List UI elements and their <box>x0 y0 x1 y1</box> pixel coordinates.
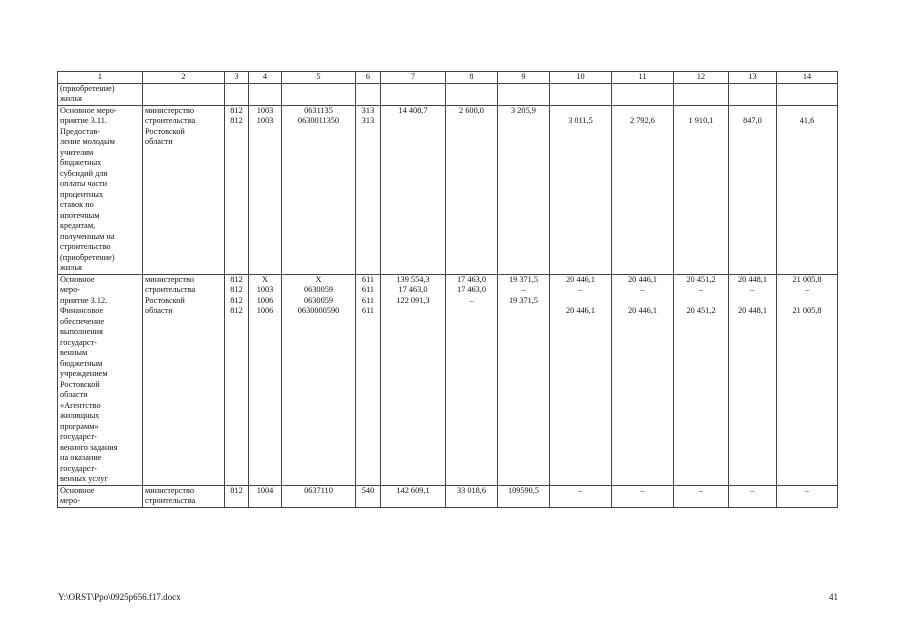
cell-line: 812 <box>230 285 243 294</box>
page-number: 41 <box>829 592 838 602</box>
table-cell <box>777 83 838 105</box>
table-cell <box>674 485 729 507</box>
cell-line: обеспечение <box>60 316 105 326</box>
cell-line: 812 <box>230 295 243 305</box>
header-cell: 8 <box>446 72 498 84</box>
cell-line: приятие 3.11. <box>60 116 107 125</box>
table-cell <box>612 105 674 274</box>
cell-line: 1006 <box>256 306 274 315</box>
cell-line: 142 609,1 <box>396 485 430 495</box>
cell-line: процентных <box>60 189 104 199</box>
table-cell <box>550 274 612 485</box>
cell-line: 611 <box>361 285 375 294</box>
cell-line: 812 <box>230 116 243 125</box>
cell-line: строительства <box>145 285 196 294</box>
table-cell <box>550 105 612 274</box>
cell-line: выполнения <box>60 327 103 336</box>
table-cell <box>674 105 729 274</box>
footer-file-path: Y:\ORST\Ppo\0925p656.f17.docx <box>58 592 181 602</box>
table-cell <box>777 485 838 507</box>
header-cell: 4 <box>249 72 282 84</box>
cell-line: 540 <box>361 485 375 495</box>
table-cell <box>143 83 225 105</box>
cell-line: 847,0 <box>743 116 762 125</box>
table-cell <box>446 274 498 485</box>
cell-line: государст- <box>60 463 97 473</box>
table-cell <box>249 274 282 485</box>
cell-line: Основное меро- <box>60 105 117 115</box>
table-cell <box>58 105 143 274</box>
header-cell: 3 <box>225 72 249 84</box>
cell-line: 3 011,5 <box>568 116 593 125</box>
cell-line <box>676 296 726 307</box>
cell-line: – <box>640 485 645 495</box>
cell-line: полученным на <box>60 231 115 241</box>
table-cell <box>282 105 356 274</box>
cell-line: 17 463,0 <box>398 285 428 294</box>
cell-line: жилищных <box>60 411 100 420</box>
cell-line: меро- <box>60 496 80 505</box>
table-cell <box>249 105 282 274</box>
cell-line: бюджетным <box>60 358 103 368</box>
table-cell <box>612 485 674 507</box>
cell-line: 812 <box>230 274 243 284</box>
cell-line: жилья <box>60 94 82 103</box>
cell-line: министерство <box>145 105 195 115</box>
cell-line: 1 910,1 <box>688 116 714 125</box>
cell-line: – <box>750 485 755 495</box>
cell-line <box>676 106 726 117</box>
table-cell <box>356 83 381 105</box>
header-cell: 2 <box>143 72 225 84</box>
cell-line: 313 <box>361 116 375 125</box>
cell-line: оплаты части <box>60 179 108 188</box>
table-cell <box>356 105 381 274</box>
cell-line: ставок по <box>60 200 94 209</box>
cell-line: 812 <box>230 105 243 115</box>
table-cell <box>777 274 838 485</box>
cell-line: 14 408,7 <box>398 105 428 115</box>
cell-line: – <box>578 485 583 495</box>
table-cell <box>282 485 356 507</box>
table-cell <box>143 105 225 274</box>
cell-line: 109590,5 <box>507 485 540 495</box>
cell-line: на оказание <box>60 453 102 462</box>
cell-line: 1003 <box>256 116 274 125</box>
cell-line: – <box>640 285 645 294</box>
cell-line <box>552 296 609 307</box>
header-cell: 11 <box>612 72 674 84</box>
table-body <box>58 72 838 508</box>
cell-line: 20 446,1 <box>565 274 596 284</box>
cell-line: приятие 3.12. <box>60 295 108 305</box>
table-cell <box>498 105 550 274</box>
table-cell <box>225 105 249 274</box>
cell-line: 1003 <box>256 105 274 115</box>
cell-line: 1004 <box>256 485 274 495</box>
cell-line: – <box>804 285 810 294</box>
table-cell <box>498 274 550 485</box>
cell-line: – <box>578 285 583 294</box>
cell-line: 812 <box>230 485 243 495</box>
table-cell <box>58 83 143 105</box>
table-cell <box>674 83 729 105</box>
cell-line: Финансовое <box>60 306 104 315</box>
cell-line: 2 600,0 <box>459 105 484 115</box>
cell-line: Основное <box>60 485 95 495</box>
table-cell <box>58 485 143 507</box>
header-cell: 6 <box>356 72 381 84</box>
cell-line: 20 448,1 <box>737 306 768 315</box>
cell-line: 1006 <box>256 295 274 305</box>
cell-line: X <box>315 274 322 284</box>
cell-line: 19 371,5 <box>508 295 539 305</box>
table-cell <box>612 83 674 105</box>
cell-line: кредитам, <box>60 221 96 230</box>
table-row <box>58 105 838 274</box>
cell-line: строительство <box>60 242 111 251</box>
cell-line: 20 446,1 <box>627 306 658 315</box>
cell-line: учреждением <box>60 369 108 378</box>
table-cell <box>381 83 446 105</box>
cell-line: Ростовской <box>145 126 185 136</box>
table-cell <box>249 83 282 105</box>
cell-line: 2 792,6 <box>630 116 655 125</box>
table-cell <box>498 83 550 105</box>
cell-line: 0630059 <box>303 295 334 305</box>
table-cell <box>143 485 225 507</box>
cell-line: 17 463,0 <box>456 274 487 284</box>
cell-line: венного задания <box>60 442 118 452</box>
table-cell <box>729 83 777 105</box>
cell-line: (приобретение) <box>60 83 115 93</box>
table-cell <box>282 83 356 105</box>
header-cell: 5 <box>282 72 356 84</box>
cell-line: строительства <box>145 496 196 505</box>
table-row <box>58 485 838 507</box>
cell-line: – <box>698 285 704 294</box>
header-cell: 7 <box>381 72 446 84</box>
cell-line: 41,6 <box>799 116 815 125</box>
cell-line <box>552 106 609 117</box>
header-cell: 12 <box>674 72 729 84</box>
cell-line: 0630000590 <box>297 306 340 315</box>
cell-line: области <box>145 137 173 146</box>
table-cell <box>58 274 143 485</box>
table-cell <box>729 105 777 274</box>
cell-line: Ростовской <box>60 379 100 389</box>
table-cell <box>777 105 838 274</box>
cell-line: 0630011350 <box>297 116 340 125</box>
cell-line: 0631135 <box>304 105 333 115</box>
cell-line <box>779 296 835 307</box>
cell-line: меро- <box>60 285 80 294</box>
cell-line: 33 018,6 <box>456 485 487 495</box>
cell-line <box>614 296 671 307</box>
cell-line: 611 <box>361 274 375 284</box>
cell-line: 20 451,2 <box>686 306 716 315</box>
header-cell: 10 <box>550 72 612 84</box>
table-cell <box>282 274 356 485</box>
table-cell <box>225 485 249 507</box>
cell-line: 20 448,1 <box>737 274 768 284</box>
table-cell <box>249 485 282 507</box>
cell-line: 0630059 <box>303 285 334 294</box>
table-cell <box>356 485 381 507</box>
cell-line: 611 <box>361 306 375 315</box>
cell-line: государст- <box>60 432 97 441</box>
cell-line: «Агентство <box>60 400 101 410</box>
cell-line: 20 446,1 <box>565 306 596 315</box>
cell-line: строительства <box>145 116 196 125</box>
cell-line: министерство <box>145 274 195 284</box>
cell-line: 20 451,2 <box>686 274 716 284</box>
cell-line: 20 446,1 <box>627 274 658 284</box>
cell-line: области <box>145 306 173 315</box>
cell-line: Ростовской <box>145 295 185 305</box>
cell-line: – <box>698 485 704 495</box>
table-cell <box>550 83 612 105</box>
cell-line: ипотечным <box>60 210 100 220</box>
cell-line: 812 <box>230 306 243 315</box>
table-cell <box>381 485 446 507</box>
table-cell <box>225 274 249 485</box>
table-cell <box>381 105 446 274</box>
cell-line: 139 554,3 <box>396 274 430 284</box>
cell-line: 1003 <box>256 285 274 294</box>
cell-line: 313 <box>361 105 375 115</box>
cell-line <box>779 106 835 117</box>
table-row <box>58 274 838 485</box>
cell-line: 0637110 <box>304 485 333 495</box>
table-header-row <box>58 72 838 84</box>
cell-line <box>731 106 774 117</box>
table-cell <box>143 274 225 485</box>
table-cell <box>612 274 674 485</box>
cell-line: государст- <box>60 337 97 347</box>
header-cell: 14 <box>777 72 838 84</box>
cell-line: – <box>469 295 474 305</box>
cell-line: – <box>750 285 755 294</box>
cell-line: X <box>262 274 268 284</box>
header-cell: 1 <box>58 72 143 84</box>
cell-line: 3 205,9 <box>511 105 536 115</box>
table-cell <box>674 274 729 485</box>
table-cell <box>446 485 498 507</box>
cell-line: субсидий для <box>60 168 108 178</box>
table-cell <box>356 274 381 485</box>
cell-line: 122 091,3 <box>396 295 430 305</box>
table-row <box>58 83 838 105</box>
table-cell <box>446 83 498 105</box>
cell-line: 21 005,8 <box>792 274 822 284</box>
cell-line: программ» <box>60 421 99 431</box>
cell-line: области <box>60 390 88 399</box>
cell-line: венных услуг <box>60 474 108 483</box>
cell-line: жилья <box>60 263 82 272</box>
table-cell <box>550 485 612 507</box>
cell-line <box>614 106 671 117</box>
cell-line: – <box>804 485 810 495</box>
table-cell <box>446 105 498 274</box>
cell-line: 19 371,5 <box>508 274 539 284</box>
table-cell <box>381 274 446 485</box>
cell-line: Предостав- <box>60 126 101 136</box>
header-cell: 13 <box>729 72 777 84</box>
table-cell <box>729 274 777 485</box>
budget-table <box>57 71 838 508</box>
cell-line: (приобретение) <box>60 252 115 262</box>
cell-line: венным <box>60 348 88 357</box>
cell-line: Основное <box>60 274 95 284</box>
cell-line: 17 463,0 <box>456 285 487 294</box>
cell-line <box>731 296 774 307</box>
cell-line: 611 <box>361 295 375 305</box>
cell-line: 21 005,8 <box>792 306 822 315</box>
cell-line: министерство <box>145 485 195 495</box>
header-cell: 9 <box>498 72 550 84</box>
cell-line: бюджетных <box>60 158 102 167</box>
cell-line: ление молодым <box>60 137 115 146</box>
table-cell <box>498 485 550 507</box>
cell-line: учителям <box>60 147 94 157</box>
cell-line: – <box>521 285 526 294</box>
table-cell <box>225 83 249 105</box>
table-cell <box>729 485 777 507</box>
